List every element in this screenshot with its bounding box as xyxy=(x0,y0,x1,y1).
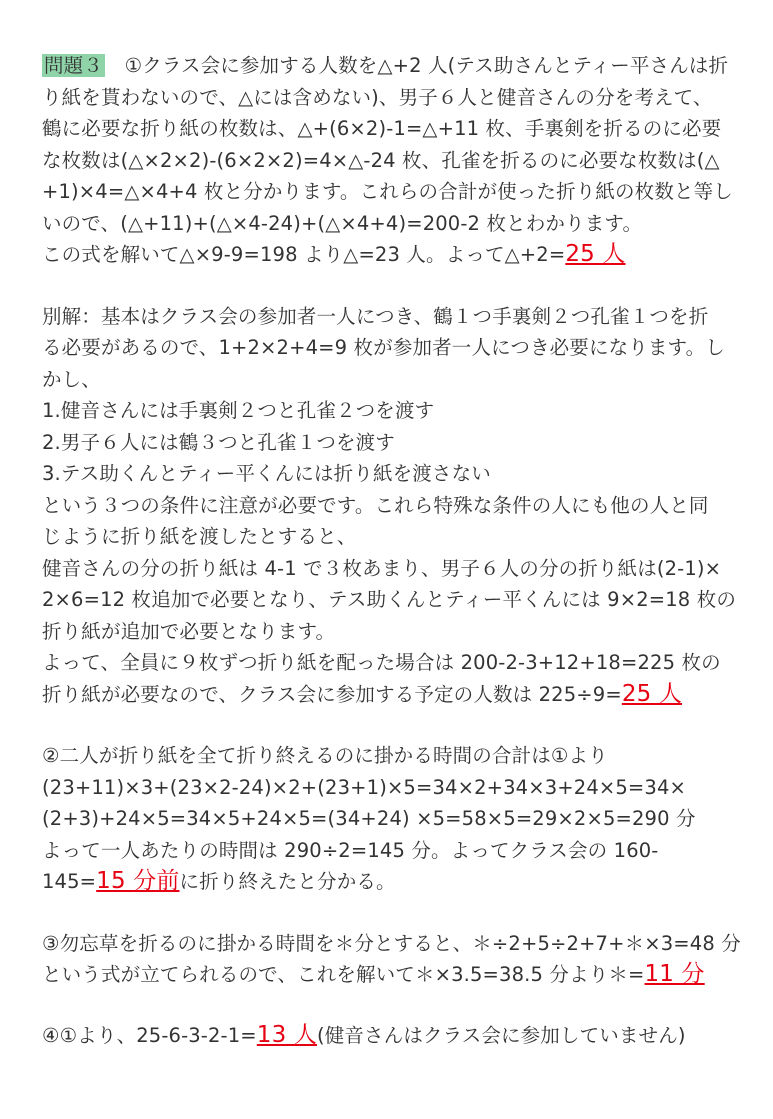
alt-line-12: よって、全員に９枚ずつ折り紙を配った場合は 200-2-3+12+18=225 枚の xyxy=(42,651,721,674)
part4-answer: 13 人 xyxy=(256,1021,317,1048)
part3-answer: 11 分 xyxy=(644,961,705,987)
part1-line-2: り紙を貰わないので、△には含めない)、男子６人と健音さんの分を考えて、 xyxy=(42,85,713,109)
alt-line-3: かし、 xyxy=(42,367,101,391)
alt-condition-3: 3.テス助くんとティー平くんには折り紙を渡さない xyxy=(42,462,491,485)
solution-document xyxy=(42,50,742,1051)
part1-answer: 25 人 xyxy=(565,241,626,267)
part2-section xyxy=(42,740,742,898)
part4-answer-suffix: (健音さんはクラス会に参加していません) xyxy=(316,1023,686,1047)
part1-line-1 xyxy=(42,50,742,82)
alt-answer-line xyxy=(42,679,742,711)
part1-answer-line xyxy=(42,239,742,271)
alt-line-1: 別解：基本はクラス会の参加者一人につき、鶴１つ手裏剣２つ孔雀１つを折 xyxy=(42,304,709,328)
part4-answer-prefix: ④①より、25-6-3-2-1= xyxy=(42,1023,257,1047)
alt-answer-prefix: 折り紙が必要なので、クラス会に参加する予定の人数は 225÷9= xyxy=(42,682,622,706)
part4-answer-line xyxy=(42,1020,742,1052)
part1-answer-prefix: この式を解いて△×9-9=198 より△=23 人。よって△+2= xyxy=(42,243,566,266)
alt-line-11: 折り紙が追加で必要となります。 xyxy=(42,619,336,643)
part2-answer-line xyxy=(42,866,742,898)
part2-line-2: (23+11)×3+(23×2-24)×2+(23+1)×5=34×2+34×3+24×5=34× xyxy=(42,775,687,799)
alt-condition-1: 1.健音さんには手裏剣２つと孔雀２つを渡す xyxy=(42,399,435,422)
alt-line-10: 2×6=12 枚追加で必要となり、テス助くんとティー平くんには 9×2=18 枚の xyxy=(42,588,737,611)
part2-answer-prefix: 145= xyxy=(42,870,97,893)
alt-answer: 25 人 xyxy=(621,680,683,707)
part1-line-1-text: ①クラス会に参加する人数を△+2 人(テス助さんとティー平さんは折 xyxy=(104,54,729,77)
problem-label: 問題３ xyxy=(44,54,103,77)
part3-section xyxy=(42,928,742,991)
part2-answer-suffix: に折り終えたと分かる。 xyxy=(179,870,396,893)
part3-answer-prefix: という式が立てられるので、これを解いて＊×3.5=38.5 分より＊= xyxy=(42,963,645,986)
part2-line-1: ②二人が折り紙を全て折り終えるのに掛かる時間の合計は①より xyxy=(42,744,608,767)
alt-line-8: じように折り紙を渡したとすると、 xyxy=(42,525,357,548)
part1-line-6: いので、(△+11)+(△×4-24)+(△×4+4)=200-2 枚とわかります。 xyxy=(42,211,643,235)
part2-line-4: よって一人あたりの時間は 290÷2=145 分。よってクラス会の 160- xyxy=(42,838,659,862)
alt-line-9: 健音さんの分の折り紙は 4-1 で３枚あまり、男子６人の分の折り紙は(2-1)× xyxy=(42,556,722,580)
part3-answer-line xyxy=(42,959,742,991)
part1-line-3: 鶴に必要な折り紙の枚数は、△+(6×2)-1=△+11 枚、手裏剣を折るのに必要 xyxy=(42,117,722,140)
part1-line-5: +1)×4=△×4+4 枚と分かります。これらの合計が使った折り紙の枚数と等し xyxy=(42,180,733,203)
part1-line-4: な枚数は(△×2×2)-(6×2×2)=4×△-24 枚、孔雀を折るのに必要な枚数は(△ xyxy=(42,148,720,172)
alt-condition-2: 2.男子６人には鶴３つと孔雀１つを渡す xyxy=(42,430,395,454)
alt-line-2: る必要があるので、1+2×2+4=9 枚が参加者一人につき必要になります。し xyxy=(42,336,725,359)
alt-solution-section xyxy=(42,301,742,711)
part4-section xyxy=(42,1020,742,1052)
part3-line-1: ③勿忘草を折るのに掛かる時間を＊分とすると、＊÷2+5÷2+7+＊×3=48 分 xyxy=(42,931,741,955)
part2-answer: 15 分前 xyxy=(96,868,180,894)
part1-section xyxy=(42,50,742,271)
alt-line-7: という３つの条件に注意が必要です。これら特殊な条件の人にも他の人と同 xyxy=(42,493,709,517)
part2-line-3: (2+3)+24×5=34×5+24×5=(34+24) ×5=58×5=29×2×5=290 分 xyxy=(42,807,696,830)
